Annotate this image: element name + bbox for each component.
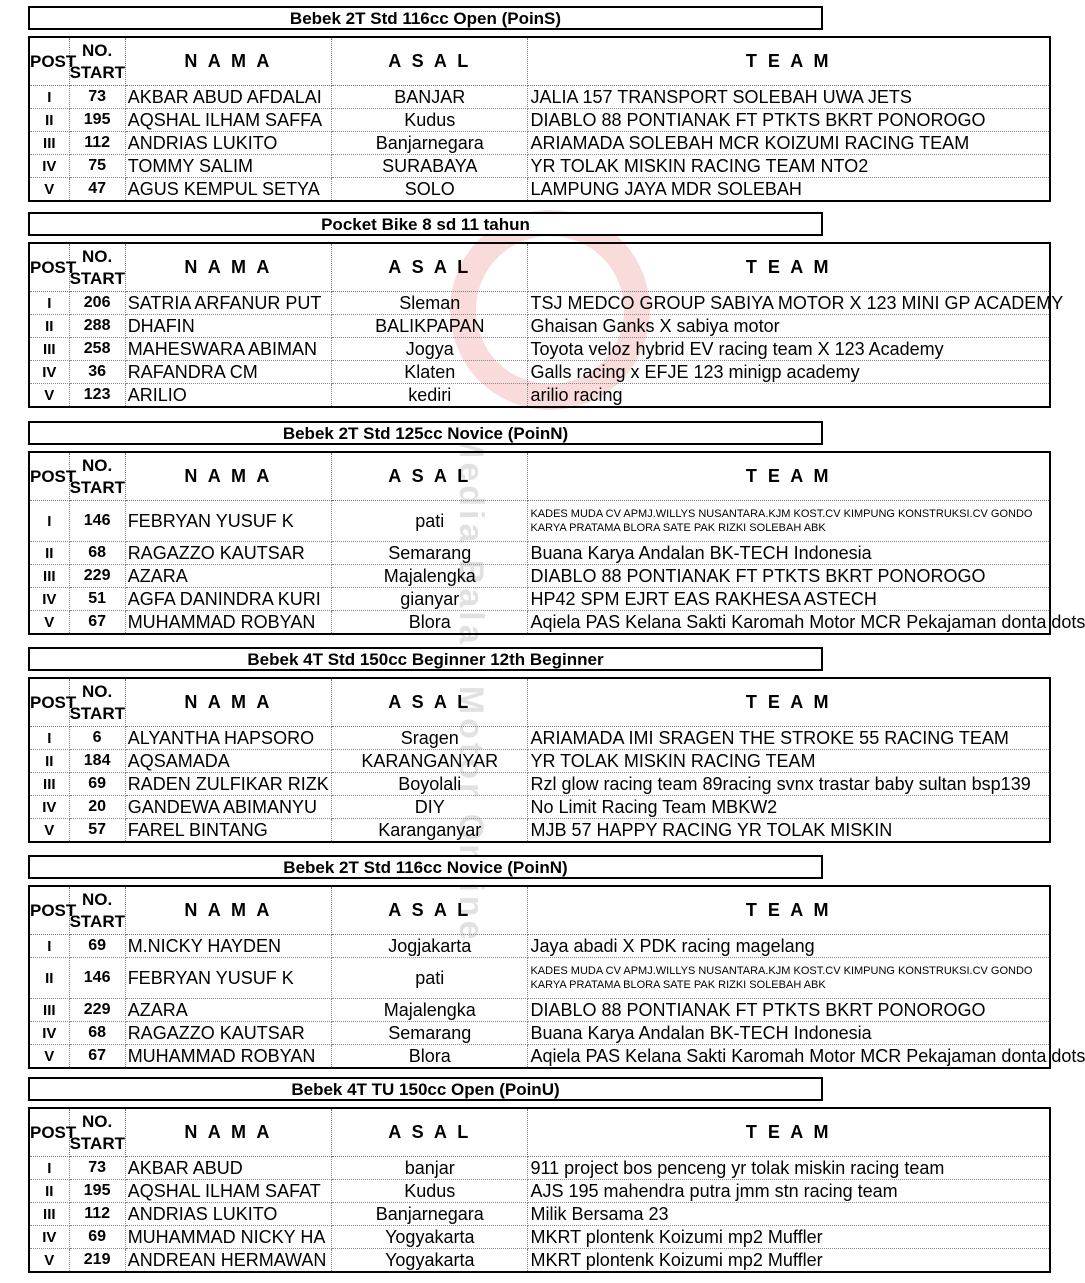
cell-pos: III (29, 338, 69, 361)
result-row (29, 1045, 1050, 1069)
results-table (28, 677, 1051, 843)
results-table (28, 1107, 1051, 1273)
cell-asal: Semarang (332, 542, 528, 565)
cell-no: 20 (69, 796, 125, 819)
cell-team: Aqiela PAS Kelana Sakti Karomah Motor MCR Pekajaman donta dots (530, 1045, 1085, 1066)
header-row (29, 886, 1050, 935)
cell-no: 47 (69, 178, 125, 202)
cell-pos: V (29, 611, 69, 635)
results-table (28, 885, 1085, 1069)
header-row (29, 37, 1050, 86)
cell-nama: RAGAZZO KAUTSAR (125, 1022, 331, 1045)
cell-nama: AZARA (125, 999, 331, 1022)
header-pos: POST (29, 1108, 69, 1157)
cell-no: 195 (69, 109, 125, 132)
cell-nama: AQSAMADA (125, 750, 331, 773)
cell-nama: MUHAMMAD ROBYAN (125, 1045, 331, 1069)
cell-pos: III (29, 999, 69, 1022)
cell-pos: I (29, 86, 69, 109)
result-row (29, 501, 1050, 542)
cell-team: KADES MUDA CV APMJ.WILLYS NUSANTARA.KJM KOST.CV KIMPUNG KONSTRUKSI.CV GONDO KARYA PRATAMA BLORA SATE PAK RIZKI SOLEBAH ABK (528, 958, 1050, 999)
header-team: T E A M (528, 452, 1050, 501)
cell-nama: RAFANDRA CM (125, 361, 331, 384)
header-no-start: NO. START (69, 678, 125, 727)
cell-team: arilio racing (530, 384, 623, 405)
cell-no: 123 (69, 384, 125, 408)
header-asal: A S A L (332, 37, 528, 86)
result-row (29, 727, 1050, 750)
cell-no: 206 (69, 292, 125, 315)
cell-pos: II (29, 109, 69, 132)
result-row (29, 86, 1050, 109)
cell-nama: ANDREAN HERMAWAN (125, 1249, 331, 1273)
cell-team: MJB 57 HAPPY RACING YR TOLAK MISKIN (530, 819, 893, 840)
cell-team: ARIAMADA IMI SRAGEN THE STROKE 55 RACING TEAM (528, 727, 1050, 750)
cell-no: 68 (69, 542, 125, 565)
cell-pos: II (29, 1180, 69, 1203)
cell-no: 195 (69, 1180, 125, 1203)
cell-nama: FEBRYAN YUSUF K (125, 501, 331, 542)
header-team: T E A M (528, 37, 1050, 86)
cell-pos: V (29, 384, 69, 408)
cell-asal: Kudus (332, 109, 528, 132)
cell-team: Buana Karya Andalan BK-TECH Indonesia (528, 542, 1050, 565)
cell-pos: III (29, 773, 69, 796)
cell-asal: Kudus (332, 1180, 528, 1203)
cell-asal: Blora (332, 1045, 528, 1069)
cell-team: 911 project bos penceng yr tolak miskin racing team (528, 1157, 1050, 1180)
cell-asal: BALIKPAPAN (332, 315, 528, 338)
cell-asal: Jogya (332, 338, 528, 361)
cell-nama: M.NICKY HAYDEN (125, 935, 331, 958)
header-row (29, 452, 1050, 501)
cell-pos: IV (29, 361, 69, 384)
cell-team: MKRT plontenk Koizumi mp2 Muffler (528, 1226, 1050, 1249)
cell-asal: SOLO (332, 178, 528, 202)
cell-no: 112 (69, 132, 125, 155)
cell-no: 67 (69, 1045, 125, 1069)
result-row (29, 1180, 1050, 1203)
header-asal: A S A L (332, 1108, 528, 1157)
cell-team: YR TOLAK MISKIN RACING TEAM NTO2 (528, 155, 1050, 178)
cell-asal: Sleman (332, 292, 528, 315)
results-table (28, 36, 1051, 202)
result-row (29, 588, 1050, 611)
header-no-start: NO. START (69, 1108, 125, 1157)
cell-pos: IV (29, 796, 69, 819)
cell-team: ARIAMADA SOLEBAH MCR KOIZUMI RACING TEAM (528, 132, 1050, 155)
header-row (29, 243, 1050, 292)
cell-team: KADES MUDA CV APMJ.WILLYS NUSANTARA.KJM KOST.CV KIMPUNG KONSTRUKSI.CV GONDO KARYA PRATAMA BLORA SATE PAK RIZKI SOLEBAH ABK (528, 501, 1050, 542)
cell-pos: III (29, 132, 69, 155)
header-nama: N A M A (125, 243, 331, 292)
cell-asal: Sragen (332, 727, 528, 750)
cell-team: JALIA 157 TRANSPORT SOLEBAH UWA JETS (528, 86, 1050, 109)
cell-no: 69 (69, 1226, 125, 1249)
cell-nama: ALYANTHA HAPSORO (125, 727, 331, 750)
cell-nama: AQSHAL ILHAM SAFFA (125, 109, 331, 132)
cell-asal: Jogjakarta (332, 935, 528, 958)
header-nama: N A M A (125, 1108, 331, 1157)
cell-nama: MUHAMMAD NICKY HA (125, 1226, 331, 1249)
cell-asal: SURABAYA (332, 155, 528, 178)
cell-asal: DIY (332, 796, 528, 819)
cell-nama: MUHAMMAD ROBYAN (125, 611, 331, 635)
cell-asal: pati (332, 958, 528, 999)
cell-nama: GANDEWA ABIMANYU (125, 796, 331, 819)
results-table (28, 242, 1064, 408)
cell-team: Aqiela PAS Kelana Sakti Karomah Motor MCR Pekajaman donta dots (530, 611, 1085, 632)
cell-no: 67 (69, 611, 125, 635)
result-row (29, 773, 1050, 796)
cell-no: 73 (69, 1157, 125, 1180)
cell-asal: gianyar (332, 588, 528, 611)
cell-pos: II (29, 315, 69, 338)
cell-pos: II (29, 958, 69, 999)
header-asal: A S A L (332, 452, 528, 501)
result-row (29, 384, 1050, 408)
section-title: Bebek 2T Std 125cc Novice (PoinN) (28, 421, 823, 445)
cell-nama: SATRIA ARFANUR PUT (125, 292, 331, 315)
result-row (29, 292, 1050, 315)
result-row (29, 1022, 1050, 1045)
header-pos: POST (29, 243, 69, 292)
cell-no: 219 (69, 1249, 125, 1273)
result-row (29, 542, 1050, 565)
section-title: Bebek 2T Std 116cc Novice (PoinN) (28, 855, 823, 879)
cell-no: 112 (69, 1203, 125, 1226)
cell-pos: V (29, 1045, 69, 1069)
cell-team: AJS 195 mahendra putra jmm stn racing team (528, 1180, 1050, 1203)
cell-nama: ARILIO (125, 384, 331, 408)
cell-no: 51 (69, 588, 125, 611)
header-pos: POST (29, 37, 69, 86)
cell-nama: AKBAR ABUD AFDALAI (125, 86, 331, 109)
cell-asal: Boyolali (332, 773, 528, 796)
result-row (29, 1203, 1050, 1226)
header-nama: N A M A (125, 452, 331, 501)
header-team: T E A M (528, 1108, 1050, 1157)
cell-asal: Yogyakarta (332, 1226, 528, 1249)
cell-team: LAMPUNG JAYA MDR SOLEBAH (530, 178, 802, 199)
cell-asal: KARANGANYAR (332, 750, 528, 773)
cell-team: DIABLO 88 PONTIANAK FT PTKTS BKRT PONOROGO (528, 999, 1050, 1022)
cell-nama: AQSHAL ILHAM SAFAT (125, 1180, 331, 1203)
result-row (29, 1249, 1050, 1273)
cell-pos: II (29, 542, 69, 565)
header-team: T E A M (528, 678, 1050, 727)
cell-pos: I (29, 727, 69, 750)
result-row (29, 999, 1050, 1022)
cell-nama: RADEN ZULFIKAR RIZK (125, 773, 331, 796)
cell-team: YR TOLAK MISKIN RACING TEAM (528, 750, 1050, 773)
cell-asal: Semarang (332, 1022, 528, 1045)
result-row (29, 796, 1050, 819)
header-pos: POST (29, 678, 69, 727)
header-no-start: NO. START (69, 243, 125, 292)
cell-team: DIABLO 88 PONTIANAK FT PTKTS BKRT PONOROGO (528, 565, 1050, 588)
header-row (29, 678, 1050, 727)
header-asal: A S A L (332, 678, 528, 727)
cell-team: DIABLO 88 PONTIANAK FT PTKTS BKRT PONOROGO (528, 109, 1050, 132)
cell-nama: AGUS KEMPUL SETYA (125, 178, 331, 202)
section-title: Bebek 4T TU 150cc Open (PoinU) (28, 1077, 823, 1101)
result-row (29, 1226, 1050, 1249)
cell-nama: AGFA DANINDRA KURI (125, 588, 331, 611)
cell-no: 57 (69, 819, 125, 843)
header-nama: N A M A (125, 886, 331, 935)
cell-pos: IV (29, 1226, 69, 1249)
cell-nama: FAREL BINTANG (125, 819, 331, 843)
cell-nama: AKBAR ABUD (125, 1157, 331, 1180)
cell-no: 36 (69, 361, 125, 384)
cell-pos: IV (29, 588, 69, 611)
cell-pos: III (29, 1203, 69, 1226)
cell-asal: pati (332, 501, 528, 542)
header-asal: A S A L (332, 886, 528, 935)
cell-no: 146 (69, 501, 125, 542)
section-title: Bebek 2T Std 116cc Open (PoinS) (28, 6, 823, 30)
cell-pos: V (29, 1249, 69, 1273)
cell-no: 6 (69, 727, 125, 750)
result-row (29, 565, 1050, 588)
cell-team: Rzl glow racing team 89racing svnx trastar baby sultan bsp139 (528, 773, 1050, 796)
result-row (29, 361, 1050, 384)
cell-nama: AZARA (125, 565, 331, 588)
cell-asal: Blora (332, 611, 528, 635)
header-no-start: NO. START (69, 452, 125, 501)
header-no-start: NO. START (69, 37, 125, 86)
cell-nama: MAHESWARA ABIMAN (125, 338, 331, 361)
cell-nama: DHAFIN (125, 315, 331, 338)
header-asal: A S A L (332, 243, 528, 292)
result-row (29, 958, 1050, 999)
result-row (29, 155, 1050, 178)
cell-pos: IV (29, 155, 69, 178)
cell-nama: RAGAZZO KAUTSAR (125, 542, 331, 565)
section-title: Pocket Bike 8 sd 11 tahun (28, 212, 823, 236)
cell-asal: Karanganyar (332, 819, 528, 843)
header-nama: N A M A (125, 37, 331, 86)
cell-pos: I (29, 292, 69, 315)
cell-no: 184 (69, 750, 125, 773)
cell-asal: Majalengka (332, 999, 528, 1022)
cell-pos: I (29, 1157, 69, 1180)
cell-asal: kediri (332, 384, 528, 408)
cell-asal: Yogyakarta (332, 1249, 528, 1273)
header-row (29, 1108, 1050, 1157)
cell-no: 69 (69, 773, 125, 796)
result-row (29, 315, 1050, 338)
cell-pos: IV (29, 1022, 69, 1045)
header-no-start: NO. START (69, 886, 125, 935)
cell-no: 288 (69, 315, 125, 338)
cell-asal: Klaten (332, 361, 528, 384)
cell-pos: III (29, 565, 69, 588)
cell-team: TSJ MEDCO GROUP SABIYA MOTOR X 123 MINI GP ACADEMY (528, 292, 1050, 315)
cell-no: 258 (69, 338, 125, 361)
result-row (29, 109, 1050, 132)
result-row (29, 1157, 1050, 1180)
cell-no: 69 (69, 935, 125, 958)
result-row (29, 178, 1050, 202)
cell-no: 75 (69, 155, 125, 178)
cell-no: 68 (69, 1022, 125, 1045)
section-title: Bebek 4T Std 150cc Beginner 12th Beginner (28, 647, 823, 671)
cell-team: HP42 SPM EJRT EAS RAKHESA ASTECH (528, 588, 1050, 611)
cell-asal: BANJAR (332, 86, 528, 109)
cell-team: Milik Bersama 23 (528, 1203, 1050, 1226)
cell-asal: Majalengka (332, 565, 528, 588)
header-pos: POST (29, 452, 69, 501)
cell-team: Ghaisan Ganks X sabiya motor (528, 315, 1050, 338)
cell-no: 146 (69, 958, 125, 999)
cell-team: Toyota veloz hybrid EV racing team X 123 Academy (528, 338, 1050, 361)
header-nama: N A M A (125, 678, 331, 727)
result-row (29, 132, 1050, 155)
cell-pos: I (29, 501, 69, 542)
header-pos: POST (29, 886, 69, 935)
cell-no: 73 (69, 86, 125, 109)
cell-pos: V (29, 178, 69, 202)
cell-team: Jaya abadi X PDK racing magelang (528, 935, 1050, 958)
cell-team: No Limit Racing Team MBKW2 (528, 796, 1050, 819)
cell-nama: FEBRYAN YUSUF K (125, 958, 331, 999)
result-row (29, 935, 1050, 958)
cell-asal: banjar (332, 1157, 528, 1180)
cell-nama: ANDRIAS LUKITO (125, 1203, 331, 1226)
result-row (29, 338, 1050, 361)
cell-team: Galls racing x EFJE 123 minigp academy (528, 361, 1050, 384)
cell-team: MKRT plontenk Koizumi mp2 Muffler (530, 1249, 823, 1270)
cell-asal: Banjarnegara (332, 1203, 528, 1226)
header-team: T E A M (528, 243, 1050, 292)
results-table (28, 451, 1085, 635)
cell-no: 229 (69, 999, 125, 1022)
cell-pos: I (29, 935, 69, 958)
cell-nama: TOMMY SALIM (125, 155, 331, 178)
cell-pos: II (29, 750, 69, 773)
cell-asal: Banjarnegara (332, 132, 528, 155)
result-row (29, 750, 1050, 773)
cell-nama: ANDRIAS LUKITO (125, 132, 331, 155)
header-team: T E A M (528, 886, 1050, 935)
cell-pos: V (29, 819, 69, 843)
result-row (29, 819, 1050, 843)
cell-team: Buana Karya Andalan BK-TECH Indonesia (528, 1022, 1050, 1045)
cell-no: 229 (69, 565, 125, 588)
result-row (29, 611, 1050, 635)
watermark-text: Media Balap Motor Online (452, 430, 490, 944)
